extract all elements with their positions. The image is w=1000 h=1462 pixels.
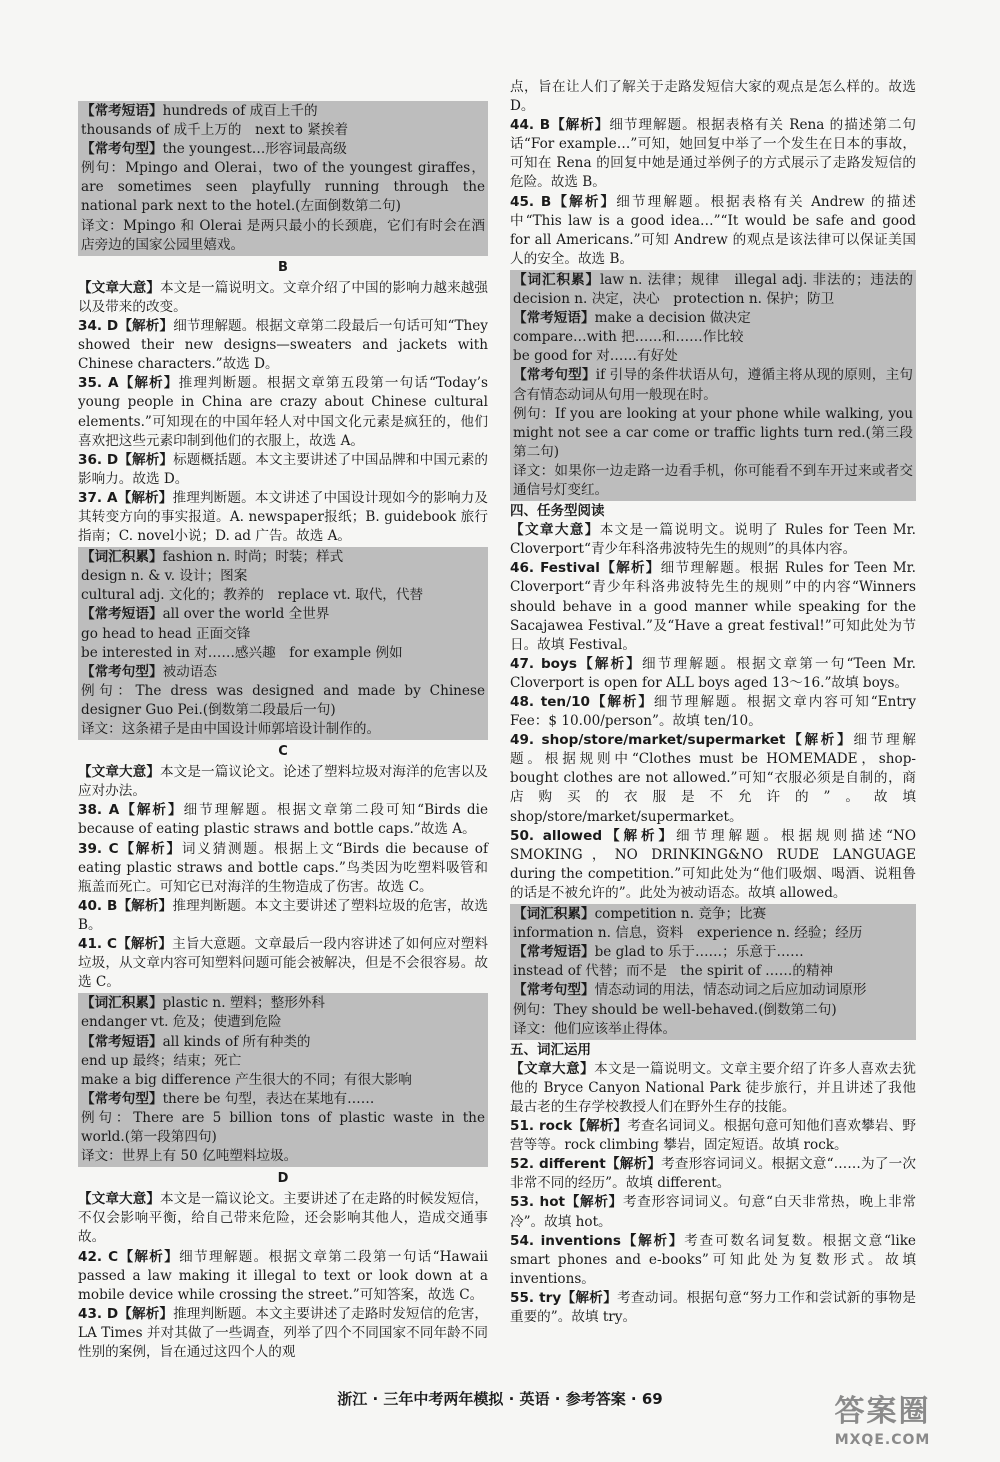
section-tag: 【解析】 (119, 802, 184, 819)
answer-paragraph (78, 763, 488, 801)
section-tag: 【文章大意】 (78, 1191, 161, 1208)
page-footer: 浙江 · 三年中考两年模拟 · 英语 · 参考答案 · 69 (337, 1390, 663, 1408)
answer-number: 49. shop/store/market/supermarket (510, 732, 786, 749)
note-line (81, 1013, 485, 1032)
left-column (78, 100, 488, 1362)
section-tag: 【词汇积累】 (513, 906, 595, 923)
paragraph-text: 译文：世界上有 50 亿吨塑料垃圾。 (81, 1148, 298, 1165)
section-tag: 【解析】 (565, 1194, 623, 1211)
section-tag: 【解析】 (118, 1305, 174, 1322)
answer-number: 47. boys (510, 655, 577, 672)
section-tag: 【解析】 (576, 655, 643, 672)
note-line (81, 720, 485, 739)
paragraph-text: design n. & v. 设计；图案 (81, 568, 248, 585)
answer-paragraph (510, 1117, 916, 1155)
note-line (81, 605, 485, 624)
section-tag: 【解析】 (118, 375, 179, 392)
paragraph-text: instead of 代替；而不是 the spirit of ……的精神 (513, 963, 834, 980)
note-line (81, 663, 485, 682)
paragraph-text: 细节理解题。根据表格有关 Rena 的描述第二句话“For example…”可知，她回复中举了一个发生在日本的事故，可知在 Rena 的回复中她是通过举例子的方式展示了走路发短信的危险。故选 B。 (510, 117, 916, 191)
section-tag: 【解析】 (605, 1156, 662, 1173)
paragraph-text: all kinds of 所有种类的 (162, 1033, 311, 1050)
part-heading: 五、词汇运用 (510, 1041, 591, 1058)
paragraph-text: 细节理解题。根据文章第二段第一句话“Hawaii passed a law making it illegal to text or look down at a mobile device while crossing the street.”可知答案，故选 C。 (78, 1248, 489, 1303)
section-tag: 【常考短语】 (513, 310, 595, 327)
section-tag: 【解析】 (118, 318, 174, 335)
paragraph-text: thousands of 成千上万的 next to 紧挨着 (81, 122, 349, 139)
section-tag: 【文章大意】 (78, 764, 161, 781)
note-line (513, 328, 913, 347)
paragraph-text: make a big difference 产生很大的不同；有很大影响 (81, 1071, 412, 1088)
section-tag: 【解析】 (118, 1248, 180, 1265)
note-line (81, 159, 485, 216)
answer-number: 43. D (78, 1305, 119, 1322)
paragraph-text: 本文是一篇议论文。论述了塑料垃圾对海洋的危害以及应对办法。 (78, 764, 488, 800)
watermark-bottom: MXQE.COM (834, 1432, 931, 1448)
paragraph-text: if 引导的条件状语从句，遵循主将从现的原则，主句含有情态动词从句用一般现在时。 (513, 367, 913, 403)
answer-number: 38. A (78, 802, 120, 819)
paragraph-text: 推理判断题。根据文章第五段第一句话“Today’s young people in China are crazy about Chinese cultural elements.”可知现在的中国年轻人对中国文化元素是疯狂的，他们喜欢把这些元素印制到他们的衣服上，故选 A。 (78, 375, 489, 449)
section-tag: 【解析】 (551, 193, 617, 210)
paragraph-text: hundreds of 成百上千的 (162, 103, 318, 119)
answer-paragraph (78, 317, 488, 374)
section-tag: 【解析】 (118, 451, 174, 468)
paragraph-text: 本文是一篇说明文。文章主要介绍了许多人喜欢去犹他的 Bryce Canyon National Park 徒步旅行，并且讲述了我他最古老的生存学校教授人们在野外生存的技能。 (510, 1060, 917, 1115)
section-tag: 【文章大意】 (510, 522, 600, 539)
answer-number: 45. B (510, 193, 552, 210)
note-line (81, 1071, 485, 1090)
section-tag: 【解析】 (620, 1232, 685, 1249)
answer-paragraph (510, 78, 916, 116)
answer-paragraph (78, 1190, 488, 1247)
section-tag: 【词汇积累】 (81, 995, 163, 1012)
section-tag: 【常考短语】 (513, 944, 595, 961)
paragraph-text: 细节理解题。根据文章第二段最后一句话可知“They showed their new designs—sweaters and jackets with Chinese characters.”故选 D。 (78, 318, 488, 373)
paragraph-text: 考查可数名词复数。根据文意“like smart phones and e-books”可知此处为复数形式。故填 inventions。 (510, 1232, 916, 1287)
note-line (81, 1147, 485, 1166)
section-tag: 【常考句型】 (513, 367, 596, 384)
answer-paragraph (78, 801, 488, 839)
paragraph-text: 推理判断题。本文主要讲述了塑料垃圾的危害，故选 B。 (78, 897, 489, 933)
note-box (78, 547, 488, 740)
paragraph-text: all over the world 全世界 (162, 606, 330, 623)
note-line (81, 548, 485, 567)
answer-paragraph (510, 655, 916, 693)
answer-number: 53. hot (510, 1194, 566, 1211)
answer-number: 41. C (78, 936, 117, 953)
answer-number: 48. ten/10 (510, 694, 590, 710)
paragraph-text: competition n. 竞争；比赛 (594, 906, 767, 923)
section-tag: 【解析】 (599, 560, 661, 577)
answer-paragraph (510, 521, 916, 559)
section-tag: 【解析】 (116, 936, 173, 953)
section-tag: 【词汇积累】 (513, 271, 600, 288)
note-line (81, 682, 485, 720)
answer-paragraph (510, 693, 916, 731)
answer-number: 40. B (78, 897, 118, 914)
answer-number: 55. try (510, 1289, 562, 1306)
answer-number: 35. A (78, 375, 119, 392)
paragraph-text: endanger vt. 危及；使遭到危险 (81, 1014, 282, 1031)
section-tag: 【常考句型】 (81, 1090, 163, 1107)
answer-paragraph (78, 935, 488, 992)
section-letter: B (278, 259, 288, 275)
paragraph-text: 细节理解题。根据 Rules for Teen Mr. Cloverport“青少年科洛弗波特先生的规则”中的内容“Winners should behave in a good manner while speaking for the Sacajawea Festival.”及“Have a great festival!”可知此处为节日。故填 Festival。 (510, 560, 917, 653)
section-letter: C (278, 744, 288, 760)
paragraph-text: go head to head 正面交锋 (81, 625, 251, 642)
paragraph-text: plastic n. 塑料；整形外科 (162, 995, 325, 1012)
paragraph-text: 情态动词的用法，情态动词之后应加动词原形 (594, 982, 867, 999)
note-line (513, 462, 913, 500)
section-tag: 【解析】 (550, 117, 610, 134)
answer-paragraph (78, 279, 488, 317)
paragraph-text: 细节理解题。根据文章内容可知“Entry Fee：$ 10.00/person”。故填 ten/10。 (510, 694, 916, 730)
note-line (81, 644, 485, 663)
answer-number: 52. different (510, 1156, 606, 1173)
answer-number: 34. D (78, 318, 119, 335)
paragraph-text: the youngest…形容词最高级 (162, 141, 347, 158)
paragraph-text: 考查形容词词义。根据文意“……为了一次非常不同的经历”。故填 different。 (510, 1156, 917, 1192)
note-line (513, 924, 913, 943)
paragraph-text: 细节理解题。根据表格有关 Andrew 的描述中“This law is a good idea…”“It would be safe and good for all Americans.”可知 Andrew 的观点是该法律可以保证美国人的安全。故选 B。 (510, 193, 917, 267)
section-tag: 【解析】 (785, 732, 854, 749)
paragraph-text: 考查动词。根据句意“努力工作和尝试新的事物是重要的”。故填 try。 (510, 1289, 916, 1325)
section-tag: 【解析】 (117, 489, 173, 506)
answer-number: 36. D (78, 451, 119, 468)
section-tag: 【解析】 (590, 694, 654, 710)
section-tag: 【解析】 (602, 827, 676, 844)
note-line (81, 1052, 485, 1071)
paragraph-text: law n. 法律；规律 illegal adj. 非法的；违法的 decision n. 决定，决心 protection n. 保护；防卫 (513, 271, 927, 308)
paragraph-text: 细节理解题。根据文章第二段可知“Birds die because of eating plastic straws and bottle caps.”故选 A。 (78, 802, 488, 838)
answer-number: 44. B (510, 117, 551, 134)
note-line (513, 1020, 913, 1039)
paragraph-text: 细节理解题。根据文章第一句“Teen Mr. Cloverport is open for ALL boys aged 13～16.”故填 boys。 (510, 655, 917, 691)
paragraph-text: be glad to 乐于……；乐意于…… (594, 944, 804, 961)
answer-paragraph (78, 451, 488, 489)
paragraph-text: 译文：Mpingo 和 Olerai 是两只最小的长颈鹿，它们有时会在酒店旁边的国家公园里嬉戏。 (81, 217, 485, 253)
section-tag: 【常考句型】 (81, 663, 163, 680)
note-line (513, 347, 913, 366)
section-tag: 【常考短语】 (81, 103, 163, 119)
section-tag: 【解析】 (118, 840, 182, 857)
paragraph-text: make a decision 做决定 (594, 310, 751, 327)
note-line (513, 981, 913, 1000)
paragraph-text: end up 最终；结束；死亡 (81, 1052, 242, 1069)
answer-number: 39. C (78, 840, 119, 857)
answer-number: 54. inventions (510, 1232, 621, 1249)
answer-number: 37. A (78, 489, 118, 506)
note-line (513, 366, 913, 404)
paragraph-text: compare…with 把……和……作比较 (513, 329, 744, 346)
section-tag: 【解析】 (117, 897, 173, 914)
answer-paragraph (510, 1232, 916, 1289)
paragraph-text: be good for 对……有好处 (513, 348, 678, 365)
paragraph-text: there be 句型，表达在某地有…… (162, 1090, 375, 1107)
answer-paragraph (510, 731, 916, 826)
paragraph-text: 本文是一篇议论文。主要讲述了在走路的时候发短信，不仅会影响平衡，给自己带来危险，还会影响其他人，造成交通事故。 (78, 1191, 488, 1246)
note-line (81, 994, 485, 1013)
paragraph-text: 例句：The dress was designed and made by Chinese designer Guo Pei.(倒数第二段最后一句) (81, 682, 485, 718)
paragraph-text: 考查名词词义。根据句意可知他们喜欢攀岩、野营等等。rock climbing 攀岩，固定短语。故填 rock。 (510, 1118, 917, 1154)
paragraph-text: be interested in 对……感兴趣 for example 例如 (81, 644, 403, 661)
paragraph-text: information n. 信息，资料 experience n. 经验；经历 (513, 925, 863, 942)
answer-paragraph (510, 1289, 916, 1327)
note-box (510, 270, 927, 501)
note-line (81, 102, 485, 121)
paragraph-text: 考查形容词词义。句意“白天非常热，晚上非常冷”。故填 hot。 (510, 1194, 917, 1230)
answer-number: 51. rock (510, 1118, 573, 1135)
answer-number: 42. C (78, 1248, 119, 1265)
note-line (81, 217, 485, 255)
section-tag: 【常考句型】 (81, 141, 163, 158)
paragraph-text: 本文是一篇说明文。说明了 Rules for Teen Mr. Cloverport“青少年科洛弗波特先生的规则”的具体内容。 (510, 522, 916, 558)
answer-paragraph (510, 1060, 916, 1117)
note-box (78, 101, 488, 256)
paragraph-text: 词义猜测题。根据上文“Birds die because of eating plastic straws and bottle caps.”鸟类因为吃塑料吸管和瓶盖而死亡。可知它已对海洋的生物造成了伤害。故选 C。 (78, 840, 489, 895)
part-heading: 四、任务型阅读 (510, 503, 605, 520)
section-tag: 【常考句型】 (513, 982, 595, 999)
answer-paragraph (510, 1193, 916, 1231)
paragraph-text: 推理判断题。本文主要讲述了走路时发短信的危害，LA Times 并对其做了一些调查，列举了四个不同国家不同年龄不同性别的案例，旨在通过这四个人的观 (78, 1305, 488, 1360)
paragraph-text: 译文：这条裙子是由中国设计师郭培设计制作的。 (81, 721, 381, 737)
answer-paragraph (78, 374, 488, 450)
note-line (513, 905, 913, 924)
answer-paragraph (510, 827, 916, 903)
paragraph-text: 例句：They should be well-behaved.(倒数第二句) (513, 1001, 837, 1018)
answer-paragraph (78, 1248, 488, 1305)
answer-paragraph (510, 116, 916, 192)
note-line (513, 943, 913, 962)
note-box (78, 993, 488, 1167)
paragraph-text: 译文：他们应该举止得体。 (513, 1020, 677, 1037)
paragraph-text: 例句：If you are looking at your phone while walking, you might not see a car come or traffic lights turn red.(第三段第二句) (513, 405, 913, 460)
paragraph-text: fashion n. 时尚；时装；样式 (162, 549, 344, 566)
note-line (81, 567, 485, 586)
paragraph-text: 细节理解题。根据规则描述“NO SMOKING，NO DRINKING&NO RUDE LANGUAGE during the competition.”可知此处为“他们吸烟、喝酒、说粗鲁的话是不被允许的”。此处为被动语态。故填 allowed。 (510, 827, 916, 901)
note-line (81, 1090, 485, 1109)
paragraph-text: 被动语态 (162, 663, 217, 680)
paragraph-text: cultural adj. 文化的；教养的 replace vt. 取代，代替 (81, 587, 424, 604)
note-line (81, 1109, 485, 1147)
paragraph-text: 本文是一篇说明文。文章介绍了中国的影响力越来越强以及带来的改变。 (78, 279, 488, 315)
paragraph-text: 例句：There are 5 billion tons of plastic waste in the world.(第一段第四句) (81, 1109, 485, 1145)
answer-paragraph (78, 1305, 488, 1362)
note-line (513, 405, 913, 462)
note-line (81, 586, 485, 605)
note-line (81, 121, 485, 140)
watermark-top: 答案圈 (834, 1394, 931, 1429)
section-tag: 【文章大意】 (78, 279, 161, 296)
paragraph-text: 主旨大意题。文章最后一段内容讲述了如何应对塑料垃圾，从文章内容可知塑料问题可能会被解决，但是不会很容易。故选 C。 (78, 936, 489, 991)
answer-number: 50. allowed (510, 827, 603, 844)
paragraph-text: 译文：如果你一边走路一边看手机，你可能看不到车开过来或者交通信号灯变红。 (513, 462, 913, 498)
note-line (81, 140, 485, 159)
section-tag: 【解析】 (561, 1289, 618, 1306)
section-tag: 【词汇积累】 (81, 549, 163, 566)
section-tag: 【常考短语】 (81, 1033, 163, 1050)
paragraph-text: 推理判断题。本文讲述了中国设计现如今的影响力及其转变方向的事实报道。A. newspaper报纸；B. guidebook 旅行指南；C. novel小说；D. ad 广告。故选 A。 (78, 489, 489, 545)
watermark-logo (795, 1395, 970, 1455)
answer-paragraph (78, 489, 488, 546)
paragraph-text: 细节理解题。根据规则中“Clothes must be HOMEMADE，shop-bought clothes are not allowed.”可知“衣服必须是自制的，商店购买的衣服是不允许的”。故填 shop/store/market/supermarket。 (510, 732, 916, 825)
note-line (513, 962, 913, 981)
answer-paragraph (510, 1155, 916, 1193)
note-line (81, 1033, 485, 1052)
note-line (513, 271, 927, 309)
section-tag: 【常考短语】 (81, 606, 163, 623)
paragraph-text: 点，旨在让人们了解关于走路发短信大家的观点是怎么样的。故选 D。 (510, 79, 916, 115)
note-line (81, 625, 485, 644)
right-column (510, 78, 927, 1327)
section-tag: 【文章大意】 (510, 1060, 595, 1077)
section-tag: 【解析】 (572, 1118, 628, 1135)
answer-paragraph (78, 897, 488, 935)
answer-paragraph (510, 193, 916, 269)
answer-paragraph (78, 840, 488, 897)
note-box (510, 904, 916, 1040)
answer-paragraph (510, 559, 916, 654)
answer-number: 46. Festival (510, 560, 600, 577)
paragraph-text: 例句：Mpingo and Olerai，two of the youngest giraffes，are sometimes seen playfully running through the national park next to the hotel.(左面倒数第二句) (81, 160, 485, 215)
paragraph-text: 标题概括题。本文主要讲述了中国品牌和中国元素的影响力。故选 D。 (78, 451, 488, 487)
section-letter: D (277, 1171, 289, 1187)
note-line (513, 309, 913, 328)
note-line (513, 1001, 913, 1020)
